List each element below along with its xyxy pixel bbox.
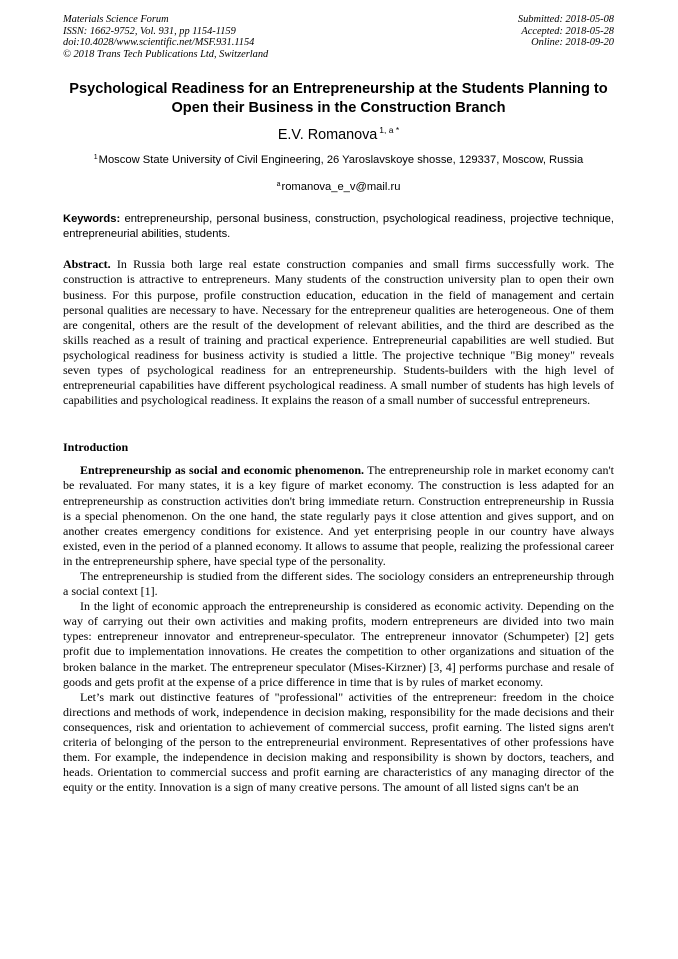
paper-page — [63, 14, 614, 795]
abstract-label: Abstract. — [63, 257, 111, 272]
keywords — [63, 212, 614, 241]
copyright: © 2018 Trans Tech Publications Ltd, Switzerland — [63, 48, 269, 60]
issn-volume: ISSN: 1662-9752, Vol. 931, pp 1154-1159 — [63, 25, 236, 37]
keywords-text: entrepreneurship, personal business, construction, psychological readiness, projective technique, entrepreneurial abilities, students. — [63, 213, 615, 240]
affiliation-text: Moscow State University of Civil Engineering, 26 Yaroslavskoye shosse, 129337, Moscow, Russia — [98, 154, 584, 167]
submitted-date: Submitted: 2018-05-08 — [517, 14, 614, 25]
body-paragraph: In the light of economic approach the entrepreneurship is considered as economic activity. Depending on the way of carrying out their own activities and making profits, modern entrepreneurs are divided into two main types: entrepreneur innovator and entrepreneur-speculator. The entrepreneur innovator (Schumpeter) [2] gets profit due to implementation innovations. He creates the competition to other organizations and situation of the broken balance in the market. The entrepreneur speculator (Mises-Kirzner) [3, 4] performs purchase and resale of goods and gets profit at the expense of a price difference in time that is by rules of market economy. — [63, 599, 614, 689]
keywords-label: Keywords: — [63, 213, 121, 226]
affiliation-superscript: 1 — [93, 154, 98, 162]
doi: doi:10.4028/www.scientific.net/MSF.931.1154 — [63, 37, 255, 49]
intro-paragraph — [63, 463, 614, 569]
journal-name: Materials Science Forum — [63, 14, 169, 25]
abstract-text: In Russia both large real estate construction companies and small firms successfully work. The construction is attractive to entrepreneurs. Many students of the construction university plan to open their own business. For this purpose, profile construction education, education in the field of management and certain personal qualities are necessary to have. Necessary for the entrepreneur qualities are heterogeneous. One of them are congenital, others are the result of the development of relevant abilities, and the third are described as the skills reached as a result of training and practical experience. Entrepreneurial capabilities are well studied. But psychological readiness for business activity is studied a little. The projective technique "Big money" reveals seven types of psychological readiness for an entrepreneurship. Students-builders with the high level of entrepreneurial capabilities have different psychological readiness. A small number of students has high levels of capabilities and psychological readiness. It explains the reason of a small number of successful entrepreneurs. — [63, 257, 615, 408]
introduction-heading: Introduction — [63, 440, 129, 455]
email-text: romanova_e_v@mail.ru — [281, 181, 401, 194]
body-paragraph: Let’s mark out distinctive features of "professional" activities of the entrepreneur: freedom in the choice directions and methods of work, independence in decision making, responsibility for the made decisions and their consequences, risk and orientation to achievement of commercial success, profit earning. The listed signs aren't criteria of belonging of the person to the entrepreneurial environment. Representatives of other professions have them. For example, the independence in decision making and responsibility is shown by doctors, teachers, and heads. Orientation to commercial success and profit earning are characteristics of any managing director of the equity or the entity. Innovation is a sign of many creative persons. The amount of all listed signs can't be an — [63, 689, 614, 795]
affiliation — [63, 150, 614, 168]
author-line — [63, 120, 614, 145]
online-date: Online: 2018-09-20 — [531, 37, 614, 49]
abstract — [63, 257, 614, 408]
author-superscript: 1, a * — [379, 125, 400, 136]
author-name: E.V. Romanova — [277, 127, 378, 144]
intro-lead-bold: Entrepreneurship as social and economic phenomenon. — [80, 463, 365, 478]
author-email — [63, 177, 614, 195]
paper-title: Psychological Readiness for an Entrepreneurship at the Students Planning to Open their Business in the Construction Branch — [69, 81, 608, 117]
journal-info — [63, 14, 268, 60]
submission-dates — [518, 14, 614, 60]
publication-header — [63, 14, 614, 60]
body-paragraph: The entrepreneurship is studied from the different sides. The sociology considers an entrepreneurship through a social context [1]. — [63, 568, 614, 599]
accepted-date: Accepted: 2018-05-28 — [521, 25, 614, 37]
intro-lead-text: The entrepreneurship role in market economy can't be revaluated. For many states, it is a key figure of market economy. The construction is less adapted for an entrepreneurship as construction activities don't bring immediate return. Construction entrepreneurship in Russia is a special phenomenon. On the one hand, the state regularly pays it close attention and gives support, and on another creates emergency conditions for existence. And yet enterprising people in our country have always existed, even in the period of a planned economy. It allows to assume that people, realizing the professional career in the entrepreneurship sphere, have special type of the personality. — [63, 463, 614, 568]
email-superscript: a — [276, 181, 281, 189]
